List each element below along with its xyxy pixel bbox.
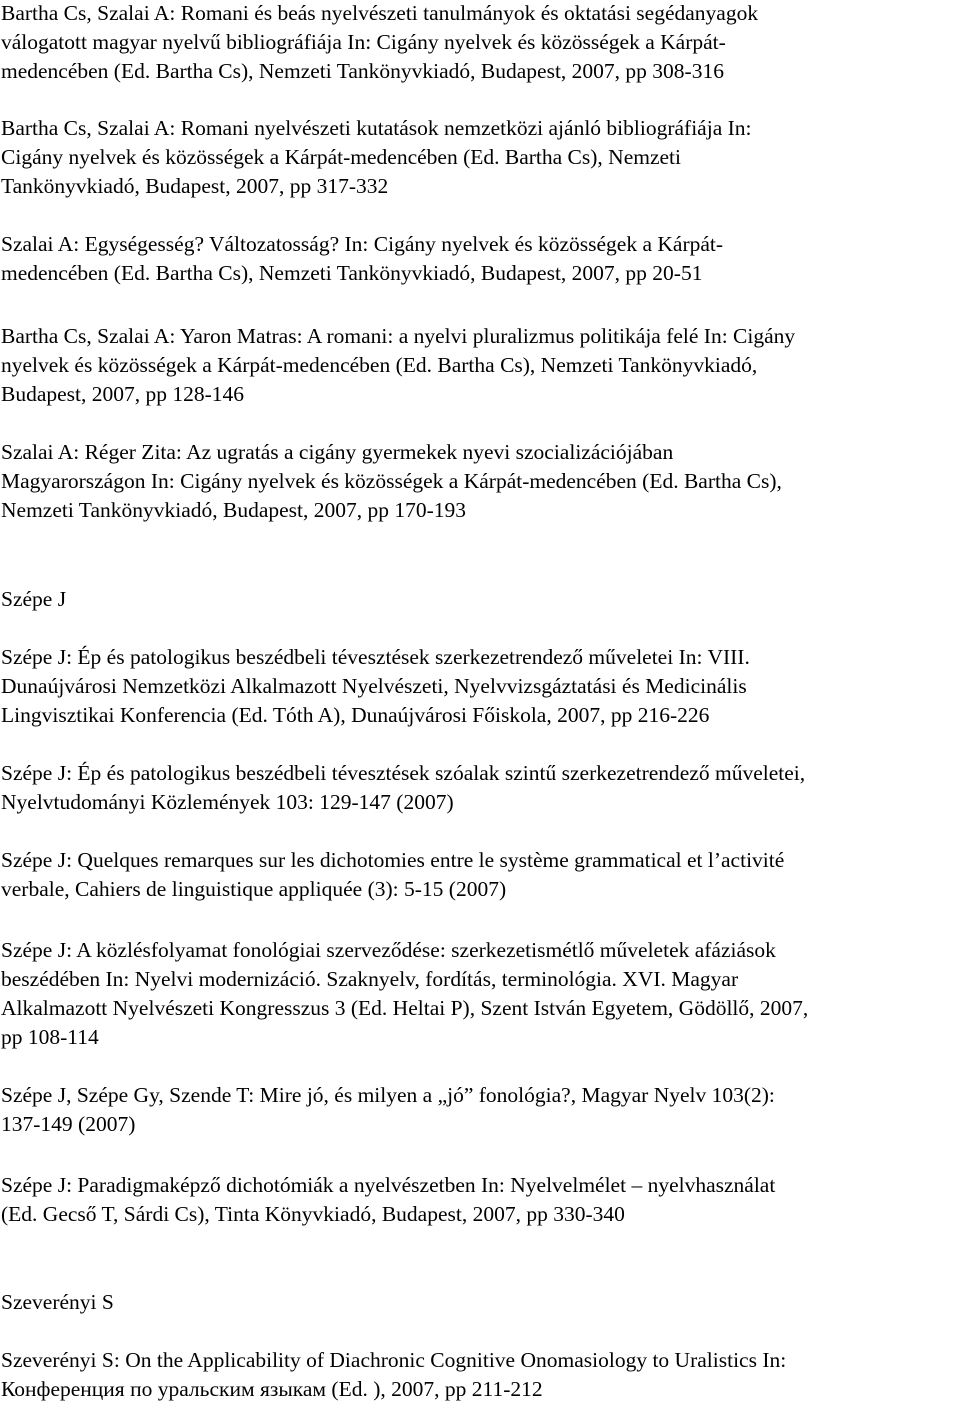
entry-line: verbale, Cahiers de linguistique appliquée (3): 5-15 (2007) xyxy=(1,877,507,901)
entry-line: pp 108-114 xyxy=(1,1025,99,1049)
author-heading: Szépe J xyxy=(1,587,67,611)
entry-line: medencében (Ed. Bartha Cs), Nemzeti Tankönyvkiadó, Budapest, 2007, pp 308-316 xyxy=(1,59,724,83)
entry-line: 137-149 (2007) xyxy=(1,1112,136,1136)
entry-line: nyelvek és közösségek a Kárpát-medencében (Ed. Bartha Cs), Nemzeti Tankönyvkiadó, xyxy=(1,353,758,377)
entry-line: beszédében In: Nyelvi modernizáció. Szaknyelv, fordítás, terminológia. XVI. Magyar xyxy=(1,967,739,991)
entry-line: Bartha Cs, Szalai A: Romani nyelvészeti kutatások nemzetközi ajánló bibliográfiája In: xyxy=(1,116,752,140)
entry-line: Nyelvtudományi Közlemények 103: 129-147 (2007) xyxy=(1,790,454,814)
entry-line: medencében (Ed. Bartha Cs), Nemzeti Tankönyvkiadó, Budapest, 2007, pp 20-51 xyxy=(1,261,703,285)
entry-line: Nemzeti Tankönyvkiadó, Budapest, 2007, pp 170-193 xyxy=(1,498,467,522)
entry-line: Lingvisztikai Konferencia (Ed. Tóth A), Dunaújvárosi Főiskola, 2007, pp 216-226 xyxy=(1,703,710,727)
entry-line: Szépe J, Szépe Gy, Szende T: Mire jó, és milyen a „jó” fonológia?, Magyar Nyelv 103(2): xyxy=(1,1083,775,1107)
entry-line: Szépe J: Ép és patologikus beszédbeli tévesztések szóalak szintű szerkezetrendező műveletei, xyxy=(1,761,806,785)
entry-line: Конференция по уральским языкам (Ed. ), 2007, pp 211-212 xyxy=(1,1377,543,1401)
entry-line: Szalai A: Réger Zita: Az ugratás a cigány gyermekek nyevi szocializációjában xyxy=(1,440,674,464)
entry-line: Szépe J: Quelques remarques sur les dichotomies entre le système grammatical et l’activité xyxy=(1,848,785,872)
entry-line: Szépe J: A közlésfolyamat fonológiai szerveződése: szerkezetismétlő műveletek afáziások xyxy=(1,938,776,962)
entry-line: Budapest, 2007, pp 128-146 xyxy=(1,382,245,406)
entry-line: Szalai A: Egységesség? Változatosság? In: Cigány nyelvek és közösségek a Kárpát- xyxy=(1,232,724,256)
entry-line: Szépe J: Paradigmaképző dichotómiák a nyelvészetben In: Nyelvelmélet – nyelvhasználat xyxy=(1,1173,776,1197)
entry-line: Dunaújvárosi Nemzetközi Alkalmazott Nyelvészeti, Nyelvvizsgáztatási és Medicinális xyxy=(1,674,747,698)
entry-line: Alkalmazott Nyelvészeti Kongresszus 3 (Ed. Heltai P), Szent István Egyetem, Gödöllő, 2007, xyxy=(1,996,809,1020)
entry-line: Cigány nyelvek és közösségek a Kárpát-medencében (Ed. Bartha Cs), Nemzeti xyxy=(1,145,681,169)
entry-line: Bartha Cs, Szalai A: Romani és beás nyelvészeti tanulmányok és oktatási segédanyagok xyxy=(1,1,759,25)
entry-line: Magyarországon In: Cigány nyelvek és közösségek a Kárpát-medencében (Ed. Bartha Cs), xyxy=(1,469,782,493)
entry-line: Szeverényi S: On the Applicability of Diachronic Cognitive Onomasiology to Uralistics In: xyxy=(1,1348,787,1372)
entry-line: válogatott magyar nyelvű bibliográfiája In: Cigány nyelvek és közösségek a Kárpát- xyxy=(1,30,726,54)
entry-line: Szépe J: Ép és patologikus beszédbeli tévesztések szerkezetrendező műveletei In: VIII. xyxy=(1,645,750,669)
entry-line: Bartha Cs, Szalai A: Yaron Matras: A romani: a nyelvi pluralizmus politikája felé In: Cigány xyxy=(1,324,796,348)
entry-line: (Ed. Gecső T, Sárdi Cs), Tinta Könyvkiadó, Budapest, 2007, pp 330-340 xyxy=(1,1202,625,1226)
author-heading: Szeverényi S xyxy=(1,1290,114,1314)
entry-line: Tankönyvkiadó, Budapest, 2007, pp 317-332 xyxy=(1,174,389,198)
